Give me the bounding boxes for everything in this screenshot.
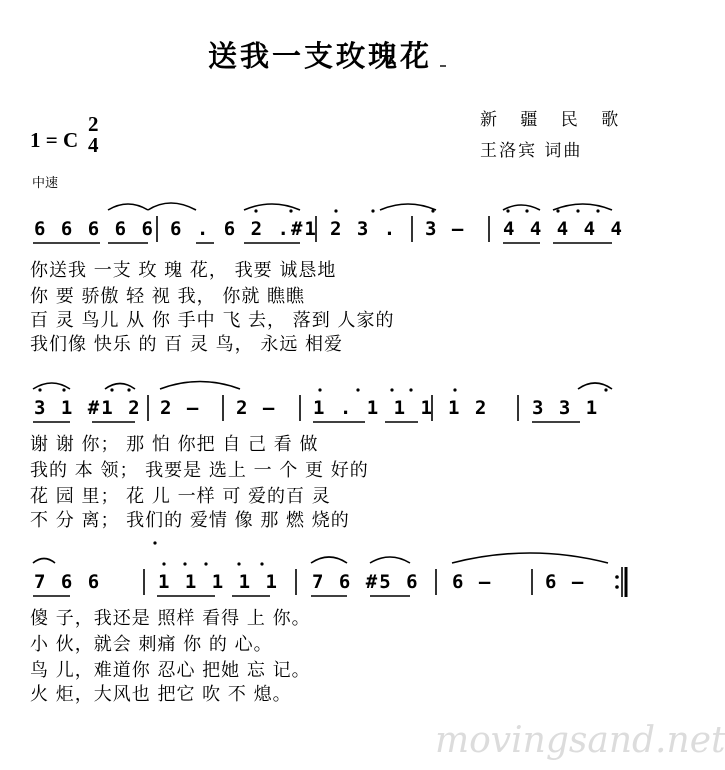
lyric-line: 傻 子，我还是 照样 看得 上 你。	[30, 608, 311, 629]
octave-dot	[453, 388, 456, 391]
octave-dot	[334, 209, 337, 212]
octave-dot	[237, 562, 240, 565]
note-group: 1 1 1 1 1	[158, 571, 279, 593]
note-group: 3 –	[425, 218, 466, 240]
slur	[553, 204, 612, 210]
lyric-line: 谢 谢 你； 那 怕 你把 自 己 看 做	[30, 434, 319, 455]
fermata-dot	[153, 541, 156, 544]
note-group: 2 –	[236, 397, 277, 419]
lyric-line: 我们像 快乐 的 百 灵 鸟， 永远 相爱	[30, 334, 344, 355]
lyric-line: 百 灵 鸟儿 从 你 手中 飞 去， 落到 人家的	[30, 310, 395, 331]
octave-dot	[110, 388, 113, 391]
octave-dot	[556, 209, 559, 212]
octave-dot	[254, 209, 257, 212]
watermark: movingsand.net	[435, 720, 725, 761]
octave-dot	[183, 562, 186, 565]
note-group: 1 . 1 1 1	[313, 397, 434, 419]
octave-dot	[506, 209, 509, 212]
octave-dot	[431, 209, 434, 212]
note-group: 6 . 6 2 .#1	[170, 218, 318, 240]
note-group: 6 –	[545, 571, 586, 593]
slur	[160, 382, 240, 390]
slur	[452, 553, 608, 563]
slur	[380, 204, 436, 210]
tempo-marking: 中速	[32, 176, 59, 191]
song-author: 王洛宾 词曲	[480, 141, 583, 161]
note-group: 3 3 1	[532, 397, 600, 419]
octave-dot	[596, 209, 599, 212]
time-signature-bottom: 4	[88, 133, 99, 157]
lyric-line: 不 分 离； 我们的 爱情 像 那 燃 烧的	[30, 510, 350, 531]
slur	[108, 204, 148, 210]
slur	[244, 204, 300, 210]
slur	[33, 383, 70, 389]
octave-dot	[356, 388, 359, 391]
octave-dot	[318, 388, 321, 391]
octave-dot	[289, 209, 292, 212]
lyric-line: 我的 本 领； 我要是 选上 一 个 更 好的	[30, 460, 369, 481]
note-group: 6 –	[452, 571, 493, 593]
octave-dot	[127, 388, 130, 391]
note-group: 7 6 6	[34, 571, 102, 593]
slur	[105, 384, 135, 390]
slur	[148, 203, 196, 210]
key-signature: 1 = C	[30, 128, 79, 152]
slur	[503, 205, 540, 210]
repeat-dot	[615, 575, 619, 579]
lyric-line: 火 炬，大风也 把它 吹 不 熄。	[30, 684, 292, 705]
lyric-line: 小 伙，就会 刺痛 你 的 心。	[30, 634, 273, 655]
octave-dot	[390, 388, 393, 391]
repeat-dot	[615, 585, 619, 589]
note-group: 2 –	[160, 397, 201, 419]
octave-dot	[162, 562, 165, 565]
time-signature-top: 2	[88, 112, 99, 136]
note-group: 7 6 #5 6	[312, 571, 420, 593]
lyric-line: 你 要 骄傲 轻 视 我， 你就 瞧瞧	[30, 286, 306, 307]
octave-dot	[371, 209, 374, 212]
octave-dot	[260, 562, 263, 565]
lyric-line: 花 园 里； 花 儿 一样 可 爱的百 灵	[30, 486, 331, 507]
octave-dot	[409, 388, 412, 391]
slur	[33, 559, 55, 564]
note-group: 6 6 6 6 6	[34, 218, 155, 240]
octave-dot	[604, 388, 607, 391]
song-origin: 新 疆 民 歌	[480, 110, 628, 130]
octave-dot	[204, 562, 207, 565]
octave-dot	[38, 388, 41, 391]
octave-dot	[62, 388, 65, 391]
lyric-line: 鸟 儿，难道你 忍心 把她 忘 记。	[30, 660, 311, 681]
note-group: 1 2	[448, 397, 489, 419]
octave-dot	[525, 209, 528, 212]
note-group: 4 4 4 4 4	[503, 218, 624, 240]
note-group: 3 1 #1 2	[34, 397, 142, 419]
slur	[370, 557, 410, 563]
slur	[578, 383, 612, 389]
octave-dot	[576, 209, 579, 212]
note-group: 2 3 .	[330, 218, 398, 240]
slur	[311, 557, 347, 563]
lyric-line: 你送我 一支 玫 瑰 花， 我要 诚恳地	[30, 260, 337, 281]
song-title: 送我一支玫瑰花	[207, 39, 432, 73]
